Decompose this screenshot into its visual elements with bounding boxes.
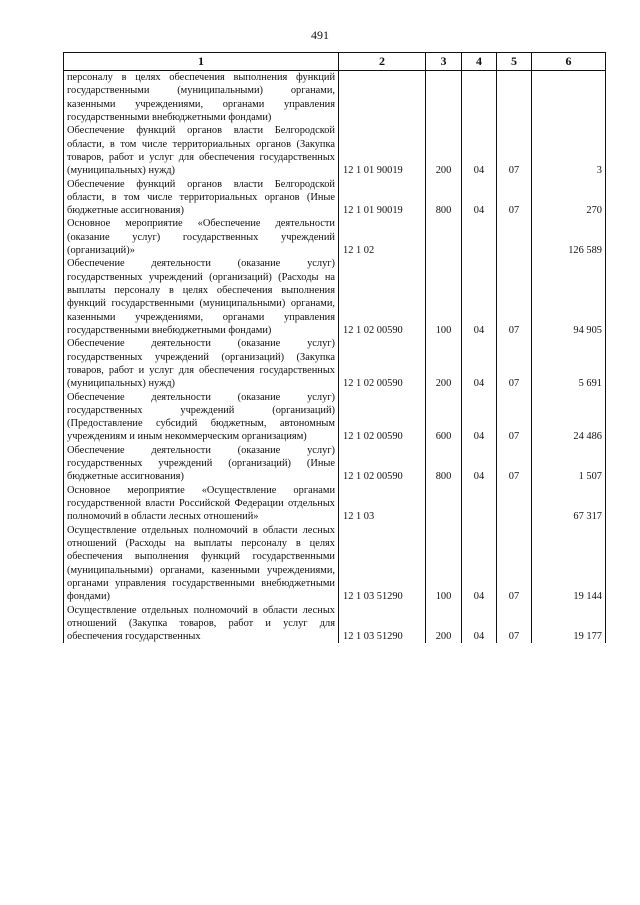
- header-col-6: 6: [532, 53, 606, 71]
- table-row: [64, 124, 606, 177]
- row-col-4: 04: [462, 337, 497, 390]
- row-col-4: 04: [462, 257, 497, 337]
- row-col-4: 04: [462, 524, 497, 604]
- row-amount: 24 486: [532, 391, 606, 444]
- header-col-1: 1: [64, 53, 339, 71]
- row-col-5: 07: [497, 524, 532, 604]
- row-code: 12 1 02 00590: [339, 444, 426, 484]
- row-name: Осуществление отдельных полномочий в области лесных отношений (Расходы на выплаты персоналу в целях обеспечения выполнения функций государственными (муниципальными) органами, казенными учреждениями, органами управления государственными внебюджетными фондами): [64, 524, 339, 604]
- row-name: Обеспечение деятельности (оказание услуг) государственных учреждений (организаций) (Закупка товаров, работ и услуг для обеспечения государственных (муниципальных) нужд): [64, 337, 339, 390]
- row-name: Обеспечение деятельности (оказание услуг) государственных учреждений (организаций) (Иные бюджетные ассигнования): [64, 444, 339, 484]
- row-col-5: [497, 217, 532, 257]
- row-col-4: [462, 484, 497, 524]
- row-col-5: 07: [497, 124, 532, 177]
- header-col-5: 5: [497, 53, 532, 71]
- row-amount: 19 177: [532, 604, 606, 644]
- table-row: [64, 178, 606, 218]
- row-name: Обеспечение деятельности (оказание услуг) государственных учреждений (организаций) (Предоставление субсидий бюджетным, автономным учреждениям и иным некоммерческим организациям): [64, 391, 339, 444]
- table-row: [64, 337, 606, 390]
- row-col-4: 04: [462, 124, 497, 177]
- row-code: 12 1 03 51290: [339, 524, 426, 604]
- header-row: [64, 53, 606, 71]
- row-amount: 3: [532, 124, 606, 177]
- row-code: 12 1 02 00590: [339, 337, 426, 390]
- row-col-5: 07: [497, 604, 532, 644]
- row-col-3: 800: [426, 444, 462, 484]
- row-col-3: [426, 484, 462, 524]
- row-col-3: 200: [426, 124, 462, 177]
- row-code: 12 1 02 00590: [339, 391, 426, 444]
- row-col-4: [462, 217, 497, 257]
- row-amount: 67 317: [532, 484, 606, 524]
- row-col-4: 04: [462, 444, 497, 484]
- row-code: [339, 71, 426, 125]
- row-col-3: [426, 71, 462, 125]
- row-code: 12 1 02 00590: [339, 257, 426, 337]
- row-amount: 19 144: [532, 524, 606, 604]
- header-col-3: 3: [426, 53, 462, 71]
- table-row: [64, 484, 606, 524]
- row-name: Основное мероприятие «Осуществление органами государственной власти Российской Федерации отдельных полномочий в области лесных отношений»: [64, 484, 339, 524]
- table-row: [64, 444, 606, 484]
- row-col-3: 200: [426, 604, 462, 644]
- row-col-3: 800: [426, 178, 462, 218]
- table-row: [64, 524, 606, 604]
- row-code: 12 1 03 51290: [339, 604, 426, 644]
- row-amount: 94 905: [532, 257, 606, 337]
- row-col-3: 200: [426, 337, 462, 390]
- table-row: [64, 604, 606, 644]
- row-amount: 270: [532, 178, 606, 218]
- row-col-5: [497, 484, 532, 524]
- row-col-5: 07: [497, 444, 532, 484]
- row-col-4: 04: [462, 604, 497, 644]
- row-name: Обеспечение деятельности (оказание услуг) государственных учреждений (организаций) (Расходы на выплаты персоналу в целях обеспечения выполнения функций государственными (муниципальными) органами, казенными учреждениями, органами управления государственными внебюджетными фондами): [64, 257, 339, 337]
- header-col-2: 2: [339, 53, 426, 71]
- row-col-3: [426, 217, 462, 257]
- header-col-4: 4: [462, 53, 497, 71]
- row-col-5: [497, 71, 532, 125]
- row-col-4: 04: [462, 178, 497, 218]
- row-amount: [532, 71, 606, 125]
- budget-table: [63, 52, 606, 643]
- row-col-5: 07: [497, 257, 532, 337]
- row-col-4: [462, 71, 497, 125]
- row-name: Обеспечение функций органов власти Белгородской области, в том числе территориальных органов (Закупка товаров, работ и услуг для обеспечения государственных (муниципальных) нужд): [64, 124, 339, 177]
- row-col-5: 07: [497, 337, 532, 390]
- row-amount: 126 589: [532, 217, 606, 257]
- row-col-5: 07: [497, 178, 532, 218]
- page-number: 491: [311, 28, 329, 42]
- row-amount: 5 691: [532, 337, 606, 390]
- row-code: 12 1 02: [339, 217, 426, 257]
- row-col-4: 04: [462, 391, 497, 444]
- row-code: 12 1 03: [339, 484, 426, 524]
- row-col-3: 100: [426, 524, 462, 604]
- table-row: [64, 217, 606, 257]
- row-code: 12 1 01 90019: [339, 124, 426, 177]
- table-row: [64, 391, 606, 444]
- row-col-3: 100: [426, 257, 462, 337]
- table-row: [64, 257, 606, 337]
- row-col-5: 07: [497, 391, 532, 444]
- row-name: персоналу в целях обеспечения выполнения функций государственными (муниципальными) органами, казенными учреждениями, органами управления государственными внебюджетными фондами): [64, 71, 339, 125]
- row-name: Осуществление отдельных полномочий в области лесных отношений (Закупка товаров, работ и услуг для обеспечения государственных: [64, 604, 339, 644]
- table-row: [64, 71, 606, 125]
- row-name: Основное мероприятие «Обеспечение деятельности (оказание услуг) государственных учреждений (организаций)»: [64, 217, 339, 257]
- row-amount: 1 507: [532, 444, 606, 484]
- row-code: 12 1 01 90019: [339, 178, 426, 218]
- row-col-3: 600: [426, 391, 462, 444]
- row-name: Обеспечение функций органов власти Белгородской области, в том числе территориальных органов (Иные бюджетные ассигнования): [64, 178, 339, 218]
